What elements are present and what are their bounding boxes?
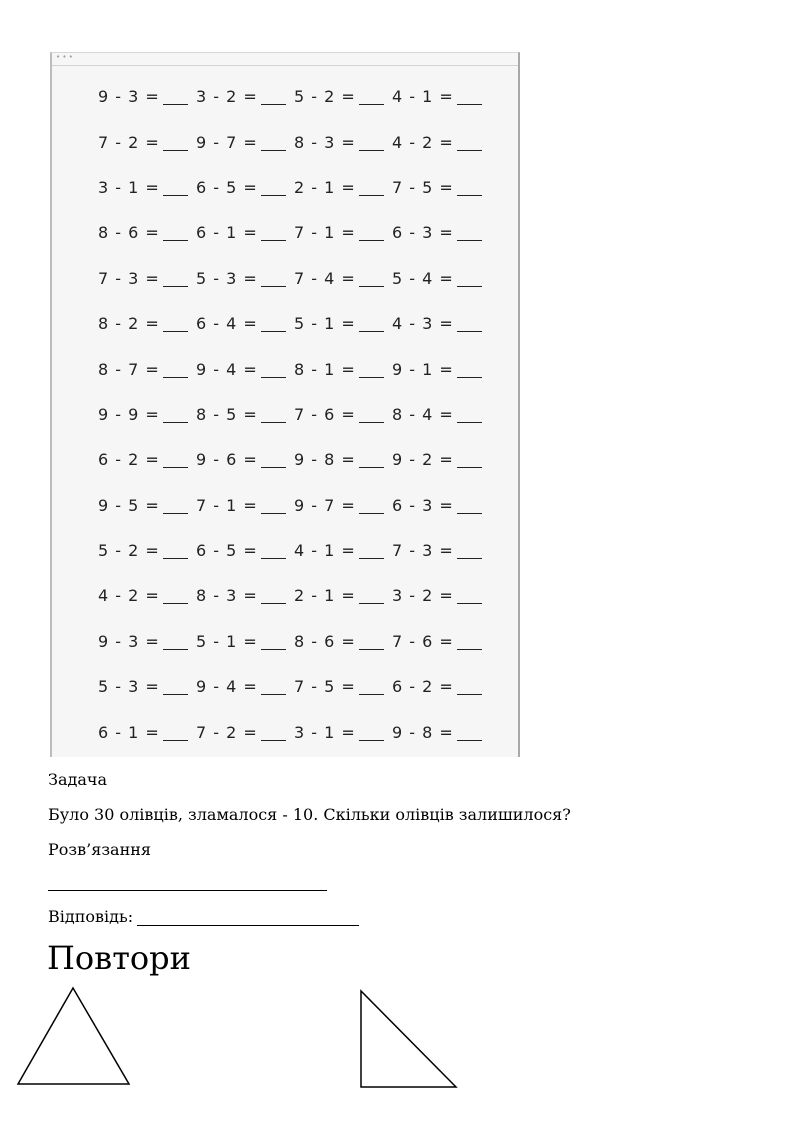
equation-text: 7 - 5 = [392,177,454,197]
equation-text: 5 - 4 = [392,268,454,288]
equation-item [294,74,392,119]
answer-blank [163,558,188,559]
answer-blank [163,104,188,105]
answer-blank [359,467,384,468]
equation-text: 7 - 2 = [98,132,160,152]
answer-blank [163,649,188,650]
answer-blank [359,240,384,241]
equation-text: 3 - 2 = [392,586,454,606]
task-title: Задача [48,770,108,789]
equation-item [392,437,490,482]
equation-text: 8 - 3 = [196,586,258,606]
equation-text: 5 - 1 = [294,314,356,334]
equation-text: 6 - 1 = [98,722,160,742]
equation-item [294,573,392,618]
equation-item [294,301,392,346]
equation-item [294,619,392,664]
equation-item [98,437,196,482]
equation-item [98,210,196,255]
equation-text: 3 - 1 = [98,177,160,197]
equation-text: 6 - 4 = [196,314,258,334]
equation-item [98,119,196,164]
right-triangle-icon [358,989,460,1091]
answer-blank [457,513,482,514]
equation-text: 5 - 3 = [196,268,258,288]
equation-text: 5 - 1 = [196,631,258,651]
answer-blank [163,377,188,378]
equation-item [392,301,490,346]
equation-text: 9 - 3 = [98,87,160,107]
equation-item [392,619,490,664]
solution-label: Розв’язання [48,840,151,859]
answer-blank [359,331,384,332]
answer-blank [261,150,286,151]
answer-blank [359,740,384,741]
equation-text: 4 - 2 = [392,132,454,152]
equation-text: 7 - 5 = [294,677,356,697]
equation-text: 7 - 3 = [392,541,454,561]
answer-blank [359,694,384,695]
equation-item [294,210,392,255]
equation-item [98,528,196,573]
equation-text: 7 - 3 = [98,268,160,288]
answer-label: Відповідь: [48,907,134,926]
equation-item [196,210,294,255]
answer-blank [457,694,482,695]
answer-blank [457,649,482,650]
equation-item [294,483,392,528]
answer-blank [359,286,384,287]
repeat-heading: Повтори [47,939,191,977]
answer-blank [163,740,188,741]
answer-blank [359,104,384,105]
answer-blank [359,150,384,151]
equation-item [392,210,490,255]
answer-line [137,925,359,926]
answer-blank [261,558,286,559]
answer-blank [163,603,188,604]
answer-blank [163,331,188,332]
equation-item [294,664,392,709]
equation-text: 8 - 7 = [98,359,160,379]
answer-blank [359,195,384,196]
equation-item [196,256,294,301]
equation-item [294,346,392,391]
answer-blank [457,286,482,287]
answer-blank [261,286,286,287]
equation-text: 9 - 8 = [294,450,356,470]
equation-text: 8 - 5 = [196,404,258,424]
equation-item [294,528,392,573]
equation-item [98,165,196,210]
answer-blank [457,331,482,332]
answer-blank [163,195,188,196]
equation-item [98,483,196,528]
answer-blank [359,558,384,559]
answer-blank [163,286,188,287]
equation-item [196,573,294,618]
equation-item [392,392,490,437]
equation-text: 7 - 2 = [196,722,258,742]
equation-text: 7 - 6 = [392,631,454,651]
equation-item [392,483,490,528]
equation-item [294,437,392,482]
answer-blank [261,513,286,514]
equation-item [98,392,196,437]
answer-blank [457,377,482,378]
equation-item [98,664,196,709]
equation-text: 6 - 2 = [98,450,160,470]
equation-text: 9 - 6 = [196,450,258,470]
equation-text: 6 - 3 = [392,495,454,515]
answer-blank [359,422,384,423]
equation-item [392,256,490,301]
worksheet-header-line [52,65,518,66]
answer-blank [261,104,286,105]
equation-item [392,74,490,119]
equation-text: 4 - 1 = [392,87,454,107]
equation-text: 6 - 1 = [196,223,258,243]
answer-blank [457,740,482,741]
equation-item [294,709,392,754]
answer-blank [261,740,286,741]
equation-text: 9 - 7 = [294,495,356,515]
equation-text: 7 - 6 = [294,404,356,424]
equation-item [98,346,196,391]
equation-text: 6 - 5 = [196,541,258,561]
equation-text: 9 - 1 = [392,359,454,379]
equation-item [294,392,392,437]
answer-blank [163,513,188,514]
equation-text: 9 - 9 = [98,404,160,424]
equation-item [392,346,490,391]
equation-item [196,709,294,754]
answer-blank [261,649,286,650]
equation-text: 4 - 3 = [392,314,454,334]
equation-item [98,573,196,618]
equation-item [294,256,392,301]
equation-item [196,119,294,164]
equation-item [392,664,490,709]
equation-text: 9 - 5 = [98,495,160,515]
equation-item [196,528,294,573]
answer-blank [359,377,384,378]
answer-blank [261,377,286,378]
equation-item [392,528,490,573]
equation-text: 6 - 3 = [392,223,454,243]
equation-text: 2 - 1 = [294,177,356,197]
equation-text: 8 - 6 = [294,631,356,651]
equation-grid [98,74,498,755]
equation-item [98,301,196,346]
task-text: Було 30 олівців, зламалося - 10. Скільки олівців залишилося? [48,805,571,824]
answer-blank [457,104,482,105]
answer-blank [457,467,482,468]
equation-item [196,437,294,482]
answer-blank [261,331,286,332]
answer-blank [163,150,188,151]
answer-blank [163,467,188,468]
equation-item [196,74,294,119]
equation-item [294,165,392,210]
equation-item [98,256,196,301]
answer-blank [261,467,286,468]
answer-blank [261,603,286,604]
equation-text: 7 - 1 = [196,495,258,515]
answer-blank [163,694,188,695]
equation-text: 4 - 1 = [294,541,356,561]
solution-answer-line [48,890,327,891]
answer-blank [261,422,286,423]
equation-text: 5 - 2 = [98,541,160,561]
equation-text: 9 - 3 = [98,631,160,651]
equation-item [196,346,294,391]
equation-text: 9 - 4 = [196,359,258,379]
equation-text: 9 - 7 = [196,132,258,152]
equation-text: 6 - 2 = [392,677,454,697]
equation-item [196,392,294,437]
equation-text: 5 - 3 = [98,677,160,697]
triangle-icon [16,986,132,1088]
equation-item [98,709,196,754]
answer-blank [359,603,384,604]
answer-blank [457,150,482,151]
equation-text: 9 - 8 = [392,722,454,742]
equation-text: 8 - 2 = [98,314,160,334]
answer-blank [457,558,482,559]
answer-blank [163,422,188,423]
equation-text: 3 - 2 = [196,87,258,107]
equation-text: 9 - 2 = [392,450,454,470]
equation-item [392,119,490,164]
answer-blank [359,513,384,514]
answer-blank [359,649,384,650]
equation-item [392,165,490,210]
answer-blank [457,195,482,196]
equation-item [392,573,490,618]
equation-item [196,483,294,528]
equation-text: 5 - 2 = [294,87,356,107]
equation-item [98,74,196,119]
equation-text: 2 - 1 = [294,586,356,606]
equation-item [196,165,294,210]
equation-item [98,619,196,664]
answer-blank [163,240,188,241]
equation-text: 8 - 1 = [294,359,356,379]
equation-text: 4 - 2 = [98,586,160,606]
worksheet-image [50,52,520,757]
answer-blank [261,240,286,241]
equation-item [196,664,294,709]
answer-blank [457,603,482,604]
equation-text: 3 - 1 = [294,722,356,742]
equation-text: 7 - 1 = [294,223,356,243]
answer-blank [261,195,286,196]
worksheet-header: • • • [56,53,73,61]
answer-blank [261,694,286,695]
equation-text: 8 - 4 = [392,404,454,424]
equation-text: 8 - 3 = [294,132,356,152]
equation-item [392,709,490,754]
equation-item [196,301,294,346]
equation-text: 7 - 4 = [294,268,356,288]
equation-text: 6 - 5 = [196,177,258,197]
answer-blank [457,422,482,423]
equation-item [294,119,392,164]
equation-text: 8 - 6 = [98,223,160,243]
answer-blank [457,240,482,241]
equation-text: 9 - 4 = [196,677,258,697]
equation-item [196,619,294,664]
